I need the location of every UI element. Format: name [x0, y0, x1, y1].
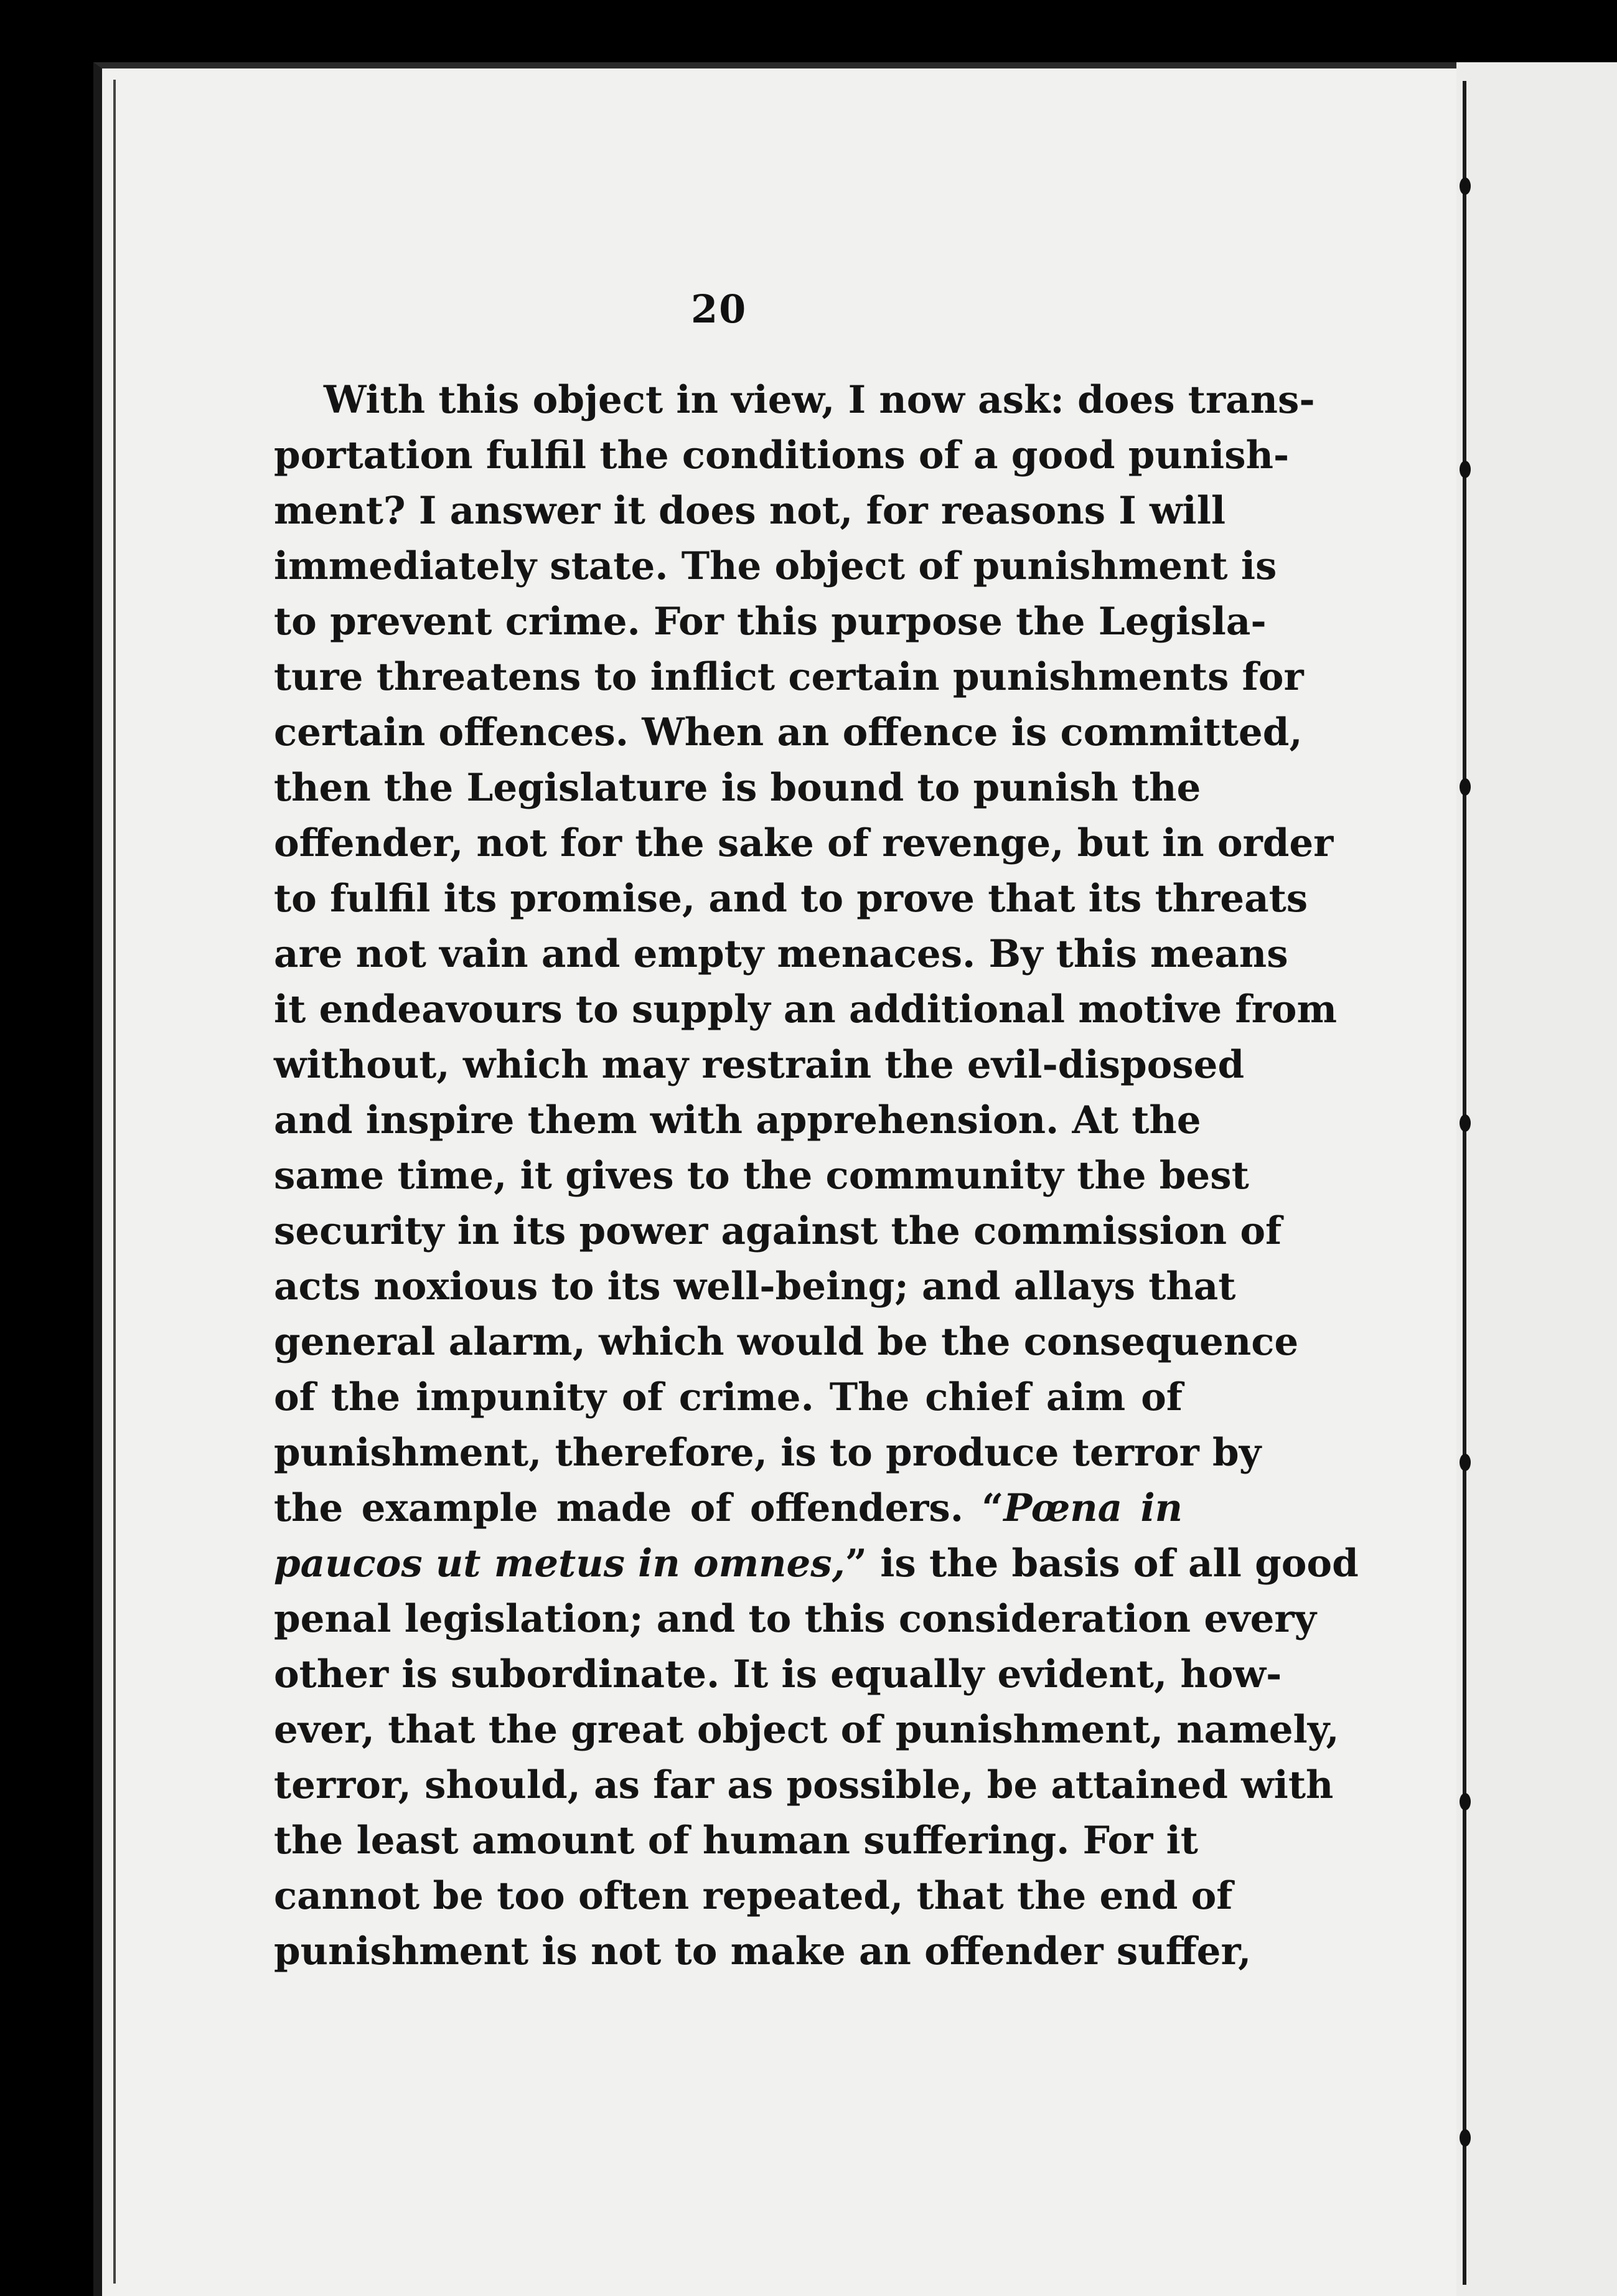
latin-quote-start: Pœna in — [1003, 1486, 1183, 1530]
text-line: With this object in view, I now ask: does trans- — [324, 378, 1315, 422]
text-line: to fulfil its promise, and to prove that its threats — [274, 877, 1308, 921]
text-line: are not vain and empty menaces. By this means — [274, 932, 1288, 976]
text-line: penal legislation; and to this consideration every — [274, 1597, 1316, 1641]
margin-mark — [1460, 1793, 1471, 1810]
text-line: ever, that the great object of punishment, namely, — [274, 1708, 1339, 1752]
text-line-mixed — [274, 1536, 1359, 1591]
text-segment: ” is the basis of all good — [845, 1541, 1359, 1586]
text-line: without, which may restrain the evil-disposed — [274, 1043, 1245, 1087]
text-line: ment? I answer it does not, for reasons I will — [274, 489, 1226, 533]
margin-mark — [1460, 778, 1471, 796]
text-line: punishment is not to make an offender suffer, — [274, 1929, 1252, 1974]
margin-mark — [1460, 1454, 1471, 1471]
margin-mark — [1460, 461, 1471, 478]
text-line: certain offences. When an offence is committed, — [274, 710, 1303, 755]
text-line: to prevent crime. For this purpose the Legisla- — [274, 600, 1267, 644]
facing-page-rule — [1463, 81, 1466, 2285]
text-line: immediately state. The object of punishment is — [274, 544, 1277, 588]
text-line: acts noxious to its well-being; and allays that — [274, 1264, 1236, 1309]
text-line: terror, should, as far as possible, be attained with — [274, 1763, 1334, 1807]
text-line: it endeavours to supply an additional motive from — [274, 987, 1337, 1032]
text-line: same time, it gives to the community the best — [274, 1154, 1249, 1198]
text-line: and inspire them with apprehension. At the — [274, 1098, 1201, 1142]
text-line: then the Legislature is bound to punish the — [274, 766, 1201, 810]
text-line: of the impunity of crime. The chief aim of — [274, 1375, 1183, 1419]
text-line: security in its power against the commission of — [274, 1209, 1282, 1253]
text-line: the least amount of human suffering. For it — [274, 1818, 1198, 1863]
margin-mark — [1460, 2129, 1471, 2147]
margin-mark — [1460, 177, 1471, 195]
latin-quote-end: paucos ut metus in omnes, — [274, 1541, 845, 1586]
text-line: punishment, therefore, is to produce terror by — [274, 1431, 1262, 1475]
body-text — [274, 372, 1359, 1979]
text-line: ture threatens to inflict certain punishments for — [274, 655, 1304, 699]
text-line: cannot be too often repeated, that the end of — [274, 1874, 1233, 1918]
text-line: offender, not for the sake of revenge, but in order — [274, 821, 1334, 865]
text-line: general alarm, which would be the consequence — [274, 1320, 1299, 1364]
text-segment: the example made of offenders. “ — [274, 1486, 1004, 1530]
page-number: 20 — [691, 286, 748, 332]
page-left-rule — [113, 80, 116, 2284]
text-line-mixed — [274, 1480, 1183, 1536]
margin-mark — [1460, 1114, 1471, 1132]
text-line: portation fulfil the conditions of a good punish- — [274, 433, 1290, 478]
facing-page-edge — [1456, 62, 1617, 2296]
text-line: other is subordinate. It is equally evident, how- — [274, 1652, 1282, 1696]
